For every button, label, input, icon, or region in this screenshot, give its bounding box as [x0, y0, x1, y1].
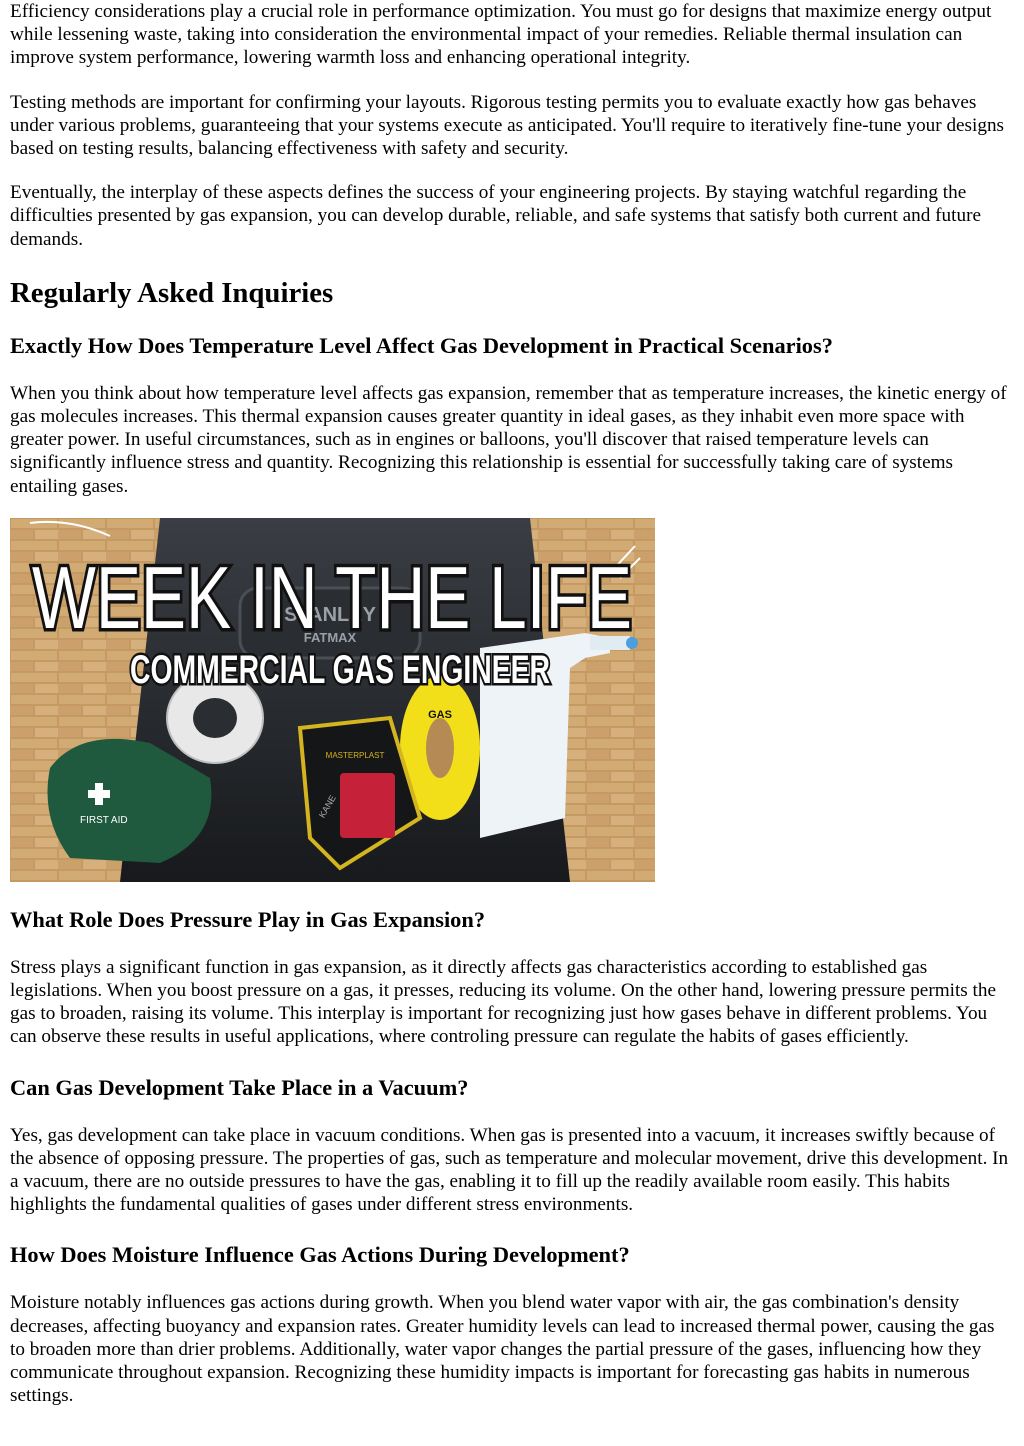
first-aid-label: FIRST AID [80, 814, 128, 826]
faq-question-temperature: Exactly How Does Temperature Level Affect Gas Development in Practical Scenarios? [10, 332, 833, 358]
hero-title-text: WEEK IN THE LIFE [32, 547, 632, 647]
faq-answer-temperature: When you think about how temperature level affects gas expansion, remember that as temperature increases, the kinetic energy of gas molecules increases. This thermal expansion causes greater quantity in ideal gases, as they inhabit even more space with greater power. In useful circumstances, such as in engines or balloons, you'll discover that raised temperature levels can significantly influence stress and quantity. Recognizing this relationship is essential for successfully taking care of systems entailing gases. [10, 382, 1007, 497]
faq-heading: Regularly Asked Inquiries [10, 276, 334, 309]
bag-brand-sub-text: FATMAX [303, 629, 357, 645]
paragraph-eventually: Eventually, the interplay of these aspects defines the success of your engineering projects. By staying watchful regarding the difficulties presented by gas expansion, you can develop durable, reliable, and safe systems that satisfy both current and future demands. [10, 182, 981, 250]
hero-image [10, 518, 655, 882]
faq-answer-pressure: Stress plays a significant function in gas expansion, as it directly affects gas characteristics according to established gas legislations. When you boost pressure on a gas, it presses, reducing its volume. On the other hand, lowering pressure permits the gas to broaden, raising its volume. This interplay is important for recognizing just how gases behave in different problems. You can observe these results in useful applications, where controling pressure can regulate the habits of gases efficiently. [10, 956, 997, 1048]
gas-tape-text: GAS [428, 708, 452, 721]
faq-answer-vacuum: Yes, gas development can take place in vacuum conditions. When gas is presented into a vacuum, it increases swiftly because of the absence of opposing pressure. The properties of gas, such as temperature and molecular movement, drive this development. In a vacuum, there are no outside pressures to have the gas, enabling it to fill up the readily available room easily. This habits highlights the fundamental qualities of gases under different stress environments. [10, 1124, 1009, 1216]
meter-brand-text: KANE [316, 793, 338, 820]
faq-question-pressure: What Role Does Pressure Play in Gas Expansion? [10, 906, 486, 932]
faq-question-moisture: How Does Moisture Influence Gas Actions During Development? [10, 1242, 630, 1268]
bag-brand-text: STANLEY [284, 603, 376, 626]
paragraph-testing: Testing methods are important for confirming your layouts. Rigorous testing permits you to evaluate exactly how gas behaves under various problems, guaranteeing that your systems execute as anticipated. You'll require to iteratively fine-tune your designs based on testing results, balancing effectiveness with safety and security. [10, 91, 1005, 160]
faq-answer-moisture: Moisture notably influences gas actions during growth. When you blend water vapor with air, the gas combination's density decreases, affecting buoyancy and expansion rates. Greater humidity levels can lead to increased thermal power, causing the gas to broaden more than drier problems. Additionally, water vapor changes the partial pressure of the gases, influencing how they communicate throughout expansion. Recognizing these humidity impacts is important for forecasting gas habits in numerous settings. [10, 1292, 995, 1407]
pouch-brand-text: MASTERPLAST [325, 750, 385, 760]
paragraph-efficiency: Efficiency considerations play a crucial role in performance optimization. You must go for designs that maximize energy output while lessening waste, taking into consideration the environmental impact of your remedies. Reliable thermal insulation can improve system performance, lowering warmth loss and enhancing operational integrity. [10, 1, 992, 69]
hero-subtitle-text: COMMERCIAL GAS ENGINEER [130, 647, 551, 692]
faq-question-vacuum: Can Gas Development Take Place in a Vacuum? [10, 1074, 469, 1100]
